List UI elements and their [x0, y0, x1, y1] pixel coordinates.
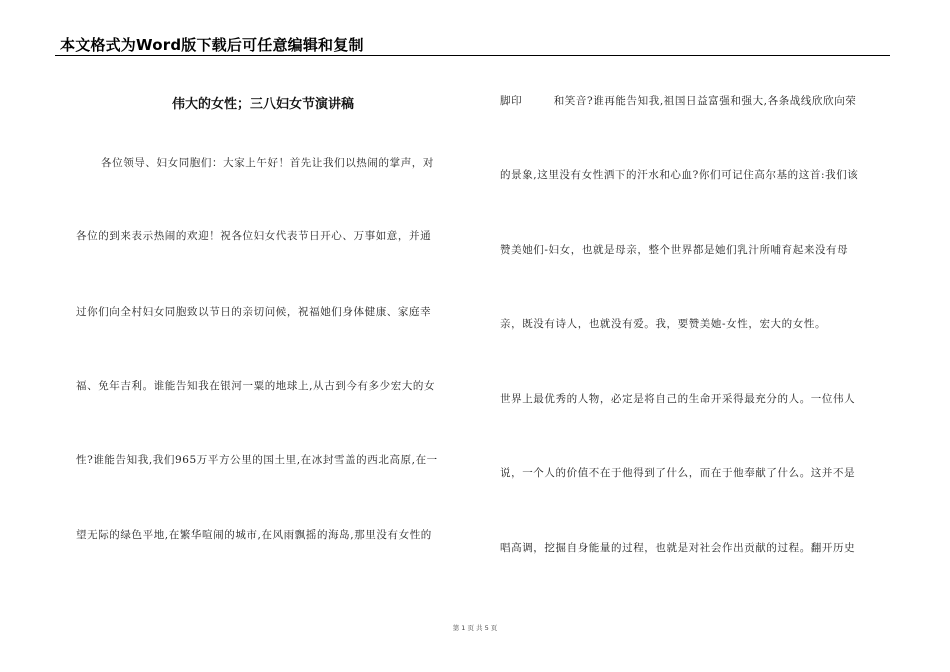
- right-line-3: 赞美她们-妇女，也就是母亲，整个世界都是她们乳汁所哺育起来没有母: [500, 244, 849, 256]
- left-line-1: 各位领导、妇女同胞们：大家上午好！首先让我们以热闹的掌声，对: [101, 157, 434, 169]
- document-title: 伟大的女性；三八妇女节演讲稿: [171, 97, 354, 112]
- left-line-6: 望无际的绿色平地,在繁华喧闹的城市,在风雨飘摇的海岛,那里没有女性的: [76, 529, 432, 541]
- right-line-1: 脚印 和笑音?谁再能告知我,祖国日益富强和强大,各条战线欣欣向荣: [500, 95, 857, 107]
- right-line-2: 的景象,这里没有女性洒下的汗水和心血?你们可记住高尔基的这首:我们该: [500, 169, 859, 181]
- page-footer: 第 1 页 共 5 页: [452, 624, 498, 632]
- document-banner: 本文格式为Word版下载后可任意编辑和复制: [60, 36, 364, 54]
- right-line-5: 世界上最优秀的人物，必定是将自己的生命开采得最充分的人。一位伟人: [500, 393, 856, 405]
- left-line-5: 性?谁能告知我,我们965万平方公里的国土里,在冰封雪盖的西北高原,在一: [76, 454, 438, 466]
- right-line-7: 唱高调，挖掘自身能量的过程，也就是对社会作出贡献的过程。翻开历史: [500, 542, 856, 554]
- header-rule: [55, 55, 890, 56]
- left-line-4: 福、免年吉利。谁能告知我在银河一粟的地球上,从古到今有多少宏大的女: [76, 380, 436, 392]
- left-line-3: 过你们向全村妇女同胞致以节日的亲切问候，祝福她们身体健康、家庭幸: [76, 306, 432, 318]
- right-line-4: 亲，既没有诗人，也就没有爱。我，要赞美她-女性，宏大的女性。: [500, 318, 827, 330]
- left-line-2: 各位的到来表示热闹的欢迎！祝各位妇女代表节日开心、万事如意，并通: [76, 230, 432, 242]
- right-line-6: 说，一个人的价值不在于他得到了什么，而在于他奉献了什么。这并不是: [500, 467, 856, 479]
